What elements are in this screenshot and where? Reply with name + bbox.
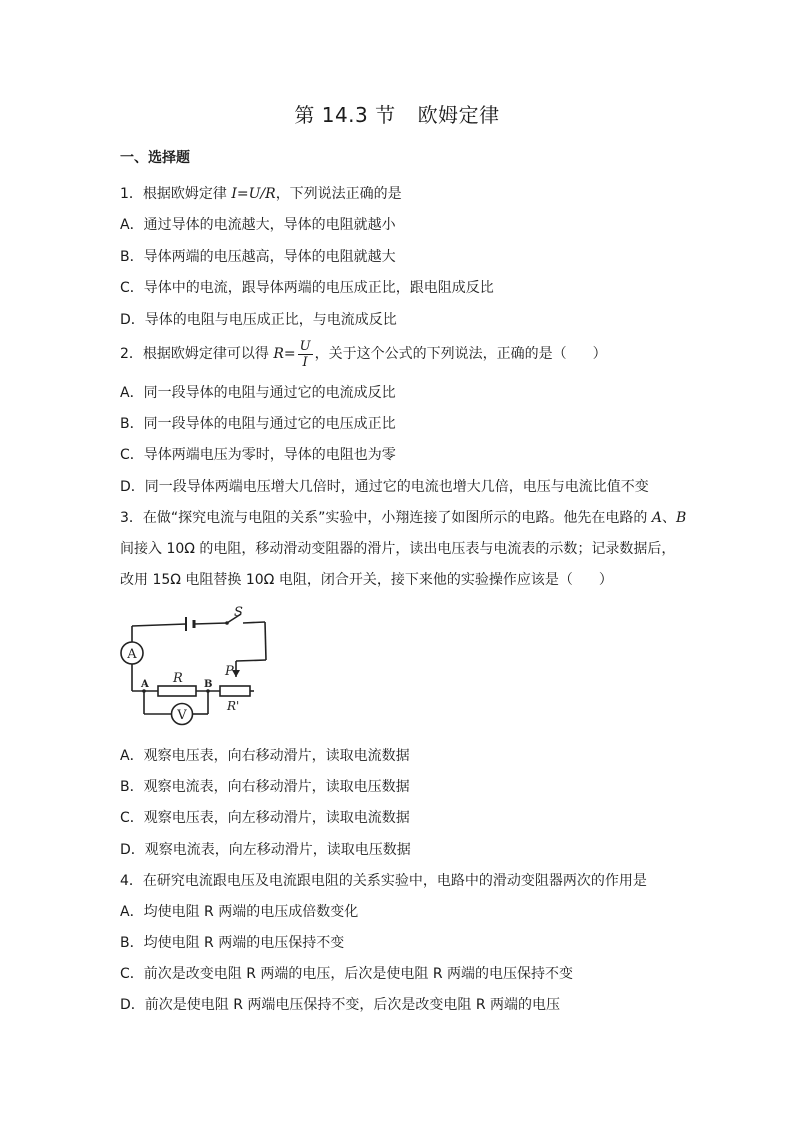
fraction-numerator: U [299,338,311,354]
page-title [0,99,794,128]
resistor-label: R [173,671,183,686]
question-2-text-end: ，关于这个公式的下列说法，正确的是（ [314,346,567,362]
question-3-option-d: D．观察电流表，向左移动滑片，读取电压数据 [120,842,411,858]
battery-icon [186,617,194,631]
question-3-option-a: A．观察电压表，向右移动滑片，读取电流数据 [120,748,410,764]
question-1-option-a: A．通过导体的电流越大，导体的电阻就越小 [120,217,396,233]
question-2-option-d: D．同一段导体两端电压增大几倍时，通过它的电流也增大几倍，电压与电流比值不变 [120,479,649,495]
question-3-option-b: B．观察电流表，向右移动滑片，读取电压数据 [120,779,410,795]
fraction-denominator: I [302,354,308,370]
question-2-option-b: B．同一段导体的电阻与通过它的电压成正比 [120,416,396,432]
question-4-option-b: B．均使电阻 R 两端的电压保持不变 [120,935,345,951]
node-b-label: B [204,679,213,690]
question-3-bracket-close: ） [598,572,613,588]
circuit-diagram [120,603,280,733]
question-2-fraction [298,339,313,370]
rheostat-label: R' [227,699,240,713]
question-1-option-c: C．导体中的电流，跟导体两端的电压成正比，跟电阻成反比 [120,280,494,296]
question-2-text: 2．根据欧姆定律可以得 [120,346,274,362]
question-4-option-c: C．前次是改变电阻 R 两端的电压，后次是使电阻 R 两端的电压保持不变 [120,966,574,982]
question-2-formula-equals: = [283,346,296,362]
question-1-stem [120,185,402,203]
question-3-stem-line-3 [120,571,613,589]
question-3-stem-line-2: 间接入 10Ω 的电阻，移动滑动变阻器的滑片，读出电压表与电流表的示数；记录数据后， [120,541,676,557]
question-1-formula: I=U/R [231,186,276,202]
ammeter-label: A [127,647,137,662]
question-4-stem: 4．在研究电流跟电压及电流跟电阻的关系实验中，电路中的滑动变阻器两次的作用是 [120,873,647,889]
title-topic: 欧姆定律 [417,103,500,127]
question-2-option-a: A．同一段导体的电阻与通过它的电流成反比 [120,385,396,401]
question-2-bracket-close: ） [592,346,607,362]
question-4-option-a: A．均使电阻 R 两端的电压成倍数变化 [120,904,359,920]
question-3-option-c: C．观察电压表，向左移动滑片，读取电流数据 [120,810,410,826]
question-3-stem-line-1 [120,509,686,527]
question-3-point-a: A [651,510,662,526]
question-1-option-b: B．导体两端的电压越高，导体的电阻就越大 [120,249,396,265]
question-2-stem [120,336,607,372]
question-2-option-c: C．导体两端电压为零时，导体的电阻也为零 [120,447,396,463]
question-2-formula-lhs: R [273,346,284,362]
slider-label: P [225,664,234,679]
section-heading: 一、选择题 [120,150,190,166]
question-1-option-d: D．导体的电阻与电压成正比，与电流成反比 [120,312,397,328]
question-3-separator: 、 [662,510,676,526]
node-a-label: A [141,679,149,690]
voltmeter-label: V [177,708,187,723]
question-3-text: 3．在做“探究电流与电阻的关系”实验中，小翔连接了如图所示的电路。他先在电路的 [120,510,652,526]
question-1-text-end: ，下列说法正确的是 [275,186,402,202]
switch-pivot [225,621,229,625]
question-3-text-line-3: 改用 15Ω 电阻替换 10Ω 电阻，闭合开关，接下来他的实验操作应该是（ [120,572,573,588]
question-4-option-d: D．前次是使电阻 R 两端电压保持不变，后次是改变电阻 R 两端的电压 [120,997,561,1013]
title-section-number: 第 14.3 节 [294,103,396,127]
switch-label: S [234,605,243,620]
question-3-point-b: B [676,510,687,526]
question-1-text: 1．根据欧姆定律 [120,186,232,202]
